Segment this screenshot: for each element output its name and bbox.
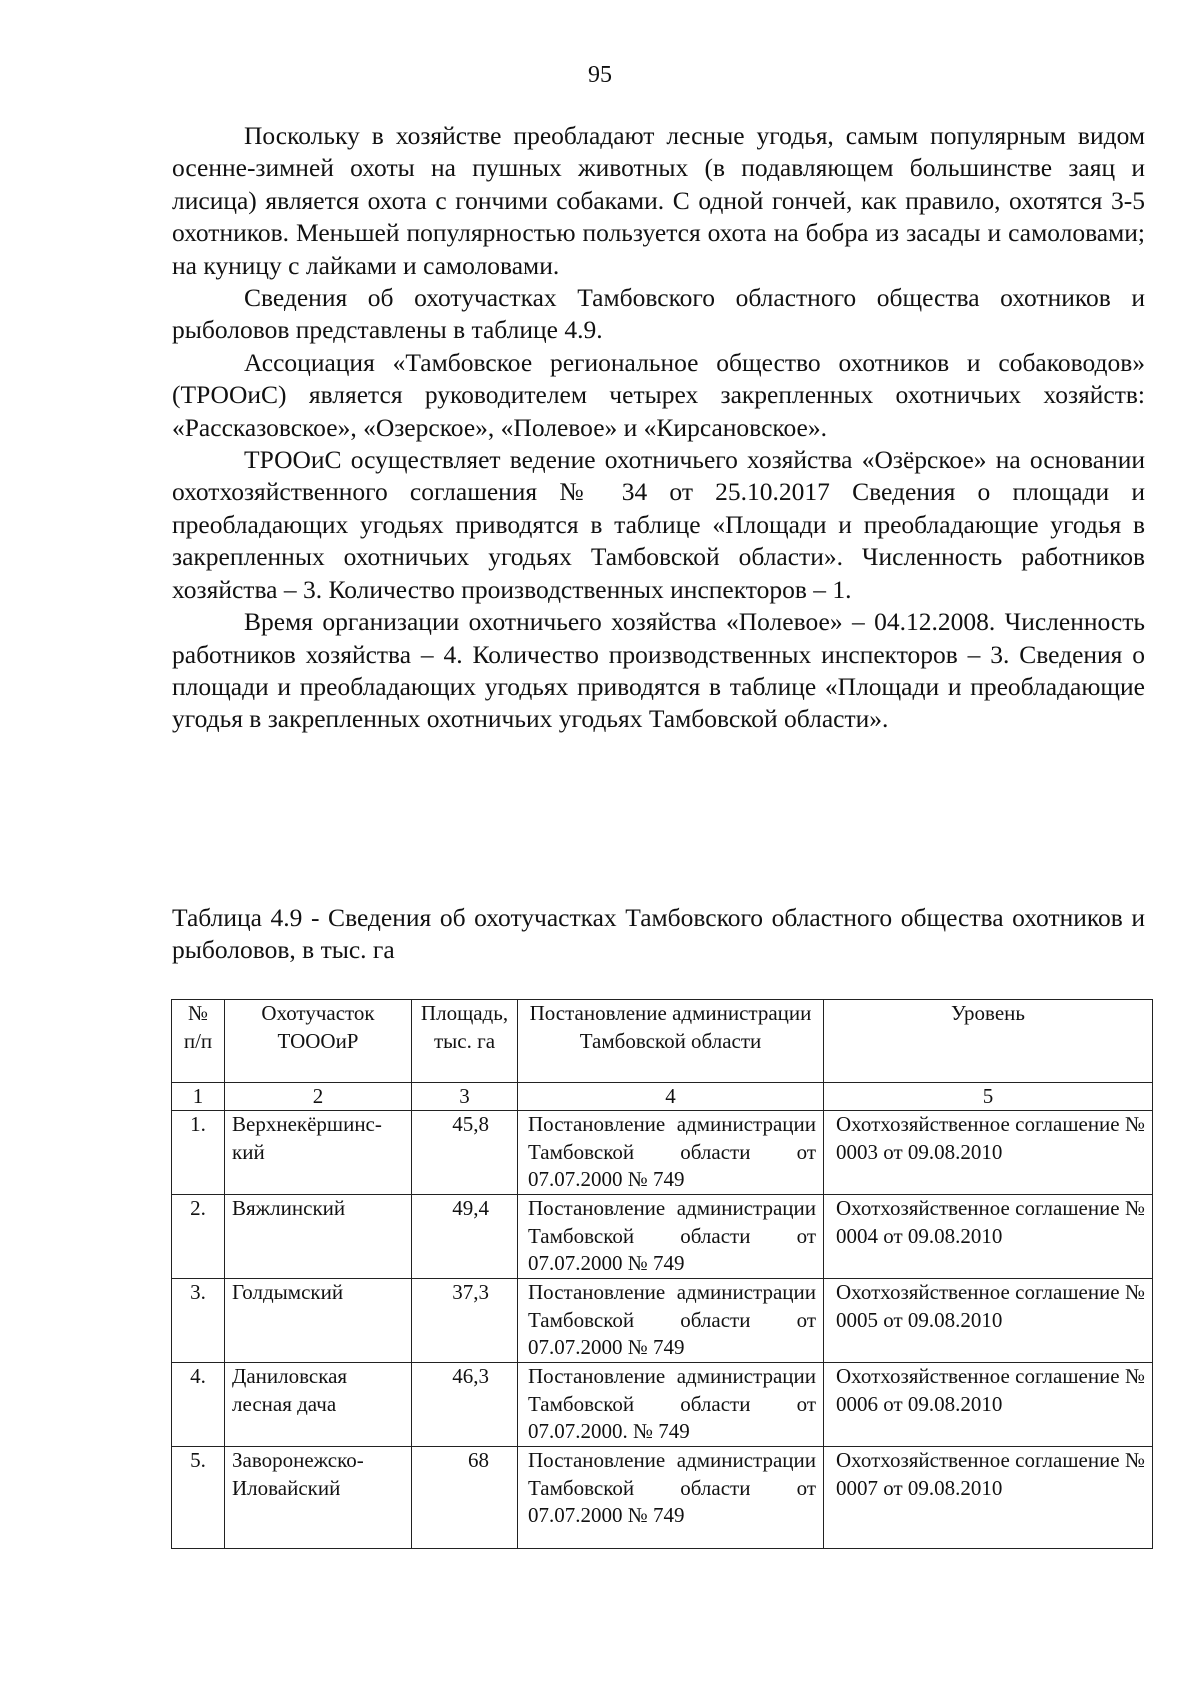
row-decree: Постановление администрации Тамбовской области от 07.07.2000 № 749 (518, 1195, 824, 1279)
paragraph: ТРООиС осуществляет ведение охотничьего хозяйства «Озёрское» на основании охотхозяйственного соглашения № 34 от 25.10.2017 Сведения о площади и преобладающих угодьях приводятся в таблице «Площади и преобладающие угодья в закрепленных охотничьих угодьях Тамбовской области». Численность работников хозяйства – 3. Количество производственных инспекторов – 1. (172, 445, 1145, 604)
row-area-size: 49,4 (412, 1195, 518, 1279)
row-area-name: Верхнекёршинс-кий (225, 1111, 412, 1195)
row-area-name: Даниловская лесная дача (225, 1363, 412, 1447)
header-level: Уровень (824, 1000, 1153, 1083)
row-area-size: 46,3 (412, 1363, 518, 1447)
row-decree: Постановление администрации Тамбовской области от 07.07.2000. № 749 (518, 1363, 824, 1447)
paragraph: Ассоциация «Тамбовское региональное общество охотников и собаководов» (ТРООиС) является руководителем четырех закрепленных охотничьих хозяйств: «Рассказовское», «Озерское», «Полевое» и «Кирсановское». (172, 347, 1145, 442)
column-number: 1 (172, 1083, 225, 1111)
row-area-name: Заворонежско-Иловайский (225, 1447, 412, 1549)
column-number: 2 (225, 1083, 412, 1111)
table-header-row (172, 1000, 1153, 1083)
table-row (172, 1195, 1153, 1279)
table-row (172, 1447, 1153, 1549)
row-number: 1. (172, 1111, 225, 1195)
row-area-size: 45,8 (412, 1111, 518, 1195)
table-row (172, 1363, 1153, 1447)
row-level: Охотхозяйственное соглашение № 0005 от 09.08.2010 (824, 1279, 1153, 1363)
row-decree: Постановление администрации Тамбовской области от 07.07.2000 № 749 (518, 1447, 824, 1549)
row-level: Охотхозяйственное соглашение № 0007 от 09.08.2010 (824, 1447, 1153, 1549)
row-area-size: 37,3 (412, 1279, 518, 1363)
row-level: Охотхозяйственное соглашение № 0004 от 09.08.2010 (824, 1195, 1153, 1279)
row-area-size: 68 (412, 1447, 518, 1549)
table-row (172, 1279, 1153, 1363)
table-caption: Таблица 4.9 - Сведения об охотучастках Тамбовского областного общества охотников и рыболовов, в тыс. га (172, 903, 1145, 965)
hunting-areas-table (171, 999, 1153, 1549)
header-decree: Постановление администрации Тамбовской области (518, 1000, 824, 1083)
column-number: 3 (412, 1083, 518, 1111)
row-decree: Постановление администрации Тамбовской области от 07.07.2000 № 749 (518, 1111, 824, 1195)
row-level: Охотхозяйственное соглашение № 0006 от 09.08.2010 (824, 1363, 1153, 1447)
paragraph: Поскольку в хозяйстве преобладают лесные угодья, самым популярным видом осенне-зимней охоты на пушных животных (в подавляющем большинстве заяц и лисица) является охота с гончими собаками. С одной гончей, как правило, охотятся 3-5 охотников. Меньшей популярностью пользуется охота на бобра из засады и самоловами; на куницу с лайками и самоловами. (172, 121, 1145, 280)
column-number: 5 (824, 1083, 1153, 1111)
row-number: 4. (172, 1363, 225, 1447)
body-text (172, 120, 1145, 736)
paragraph: Сведения об охотучастках Тамбовского областного общества охотников и рыболовов представлены в таблице 4.9. (172, 283, 1145, 345)
page-number: 95 (588, 62, 612, 88)
header-area-name: Охотучасток ТОООиР (225, 1000, 412, 1083)
row-level: Охотхозяйственное соглашение № 0003 от 09.08.2010 (824, 1111, 1153, 1195)
table-row (172, 1111, 1153, 1195)
header-num: № п/п (172, 1000, 225, 1083)
row-area-name: Голдымский (225, 1279, 412, 1363)
row-decree: Постановление администрации Тамбовской области от 07.07.2000 № 749 (518, 1279, 824, 1363)
row-number: 5. (172, 1447, 225, 1549)
column-numbers-row (172, 1083, 1153, 1111)
row-number: 2. (172, 1195, 225, 1279)
column-number: 4 (518, 1083, 824, 1111)
row-number: 3. (172, 1279, 225, 1363)
paragraph: Время организации охотничьего хозяйства «Полевое» – 04.12.2008. Численность работников хозяйства – 4. Количество производственных инспекторов – 3. Сведения о площади и преобладающих угодьях приводятся в таблице «Площади и преобладающие угодья в закрепленных охотничьих угодьях Тамбовской области». (172, 607, 1145, 734)
header-area-size: Площадь, тыс. га (412, 1000, 518, 1083)
row-area-name: Вяжлинский (225, 1195, 412, 1279)
